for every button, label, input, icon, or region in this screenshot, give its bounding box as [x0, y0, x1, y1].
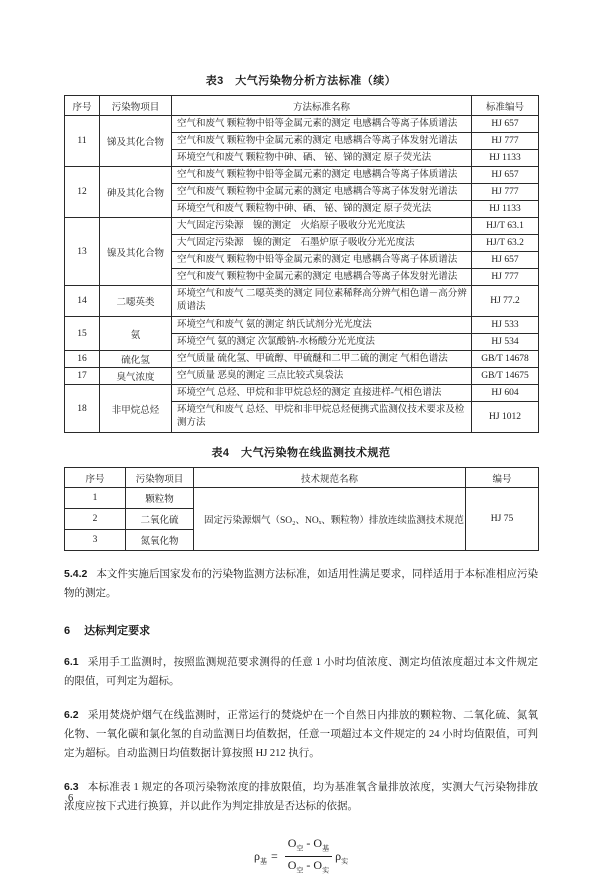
- pollutant-cell: 氮氧化物: [126, 530, 194, 551]
- pollutant-cell: 二噁英类: [100, 286, 172, 317]
- code-cell: HJ 1133: [472, 150, 539, 167]
- formula-lhs: $\rho_基$: [253, 848, 267, 866]
- table-row: [65, 167, 539, 184]
- table-row: [65, 317, 539, 334]
- seq-cell: 2: [65, 509, 126, 530]
- code-cell: HJ 777: [472, 133, 539, 150]
- method-cell: 空气和废气 颗粒物中铅等金属元素的测定 电感耦合等离子体质谱法: [172, 167, 472, 184]
- code-cell: HJ 777: [472, 184, 539, 201]
- table4-header-row: [65, 468, 539, 488]
- method-cell: 环境空气 氨的测定 次氯酸钠-水杨酸分光光度法: [172, 334, 472, 351]
- method-cell: 空气和废气 颗粒物中铅等金属元素的测定 电感耦合等离子体质谱法: [172, 116, 472, 133]
- col-header-pollutant: 污染物项目: [126, 468, 194, 488]
- table3-header-row: [65, 96, 539, 116]
- col-header-seq: 序号: [65, 96, 100, 116]
- seq-cell: 1: [65, 488, 126, 509]
- clause-text: 采用手工监测时，按照监测规范要求测得的任意 1 小时均值浓度、测定均值浓度超过本文件规定的限值，可判定为超标。: [64, 657, 538, 687]
- formula-fraction: [285, 836, 332, 878]
- code-cell: GB/T 14678: [472, 351, 539, 368]
- table-row: [65, 368, 539, 385]
- clause-number: 6.3: [64, 781, 79, 793]
- method-cell: 大气固定污染源 镍的测定 石墨炉原子吸收分光光度法: [172, 235, 472, 252]
- table-row: [65, 218, 539, 235]
- clause-6-2: [64, 706, 538, 763]
- section-6-heading: [64, 622, 538, 638]
- table-row: [65, 116, 539, 133]
- table4-title: 表4 大气污染物在线监测技术规范: [211, 447, 391, 459]
- clause-number: 5.4.2: [64, 568, 88, 580]
- seq-cell: 3: [65, 530, 126, 551]
- method-cell: 空气和废气 颗粒物中金属元素的测定 电感耦合等离子体发射光谱法: [172, 133, 472, 150]
- pollutant-cell: 非甲烷总烃: [100, 385, 172, 433]
- col-header-spec: 技术规范名称: [194, 468, 466, 488]
- seq-cell: 13: [65, 218, 100, 286]
- pollutant-cell: 硫化氢: [100, 351, 172, 368]
- seq-cell: 18: [65, 385, 100, 433]
- seq-cell: 17: [65, 368, 100, 385]
- col-header-seq: 序号: [65, 468, 126, 488]
- page-number: 6: [68, 793, 74, 804]
- equals-sign: =: [270, 848, 278, 863]
- code-cell: HJ 657: [472, 167, 539, 184]
- pollutant-cell: 二氧化硫: [126, 509, 194, 530]
- seq-cell: 16: [65, 351, 100, 368]
- clause-number: 6.1: [64, 656, 79, 668]
- method-cell: 环境空气和废气 氨的测定 纳氏试剂分光光度法: [172, 317, 472, 334]
- clause-5-4-2: [64, 565, 538, 603]
- seq-cell: 14: [65, 286, 100, 317]
- code-cell: HJ 533: [472, 317, 539, 334]
- method-cell: 环境空气和废气 颗粒物中砷、硒、 铋、锑的测定 原子荧光法: [172, 201, 472, 218]
- clause-6-1: [64, 653, 538, 691]
- col-header-pollutant: 污染物项目: [100, 96, 172, 116]
- table-row: [65, 351, 539, 368]
- pollutant-cell: 锑及其化合物: [100, 116, 172, 167]
- code-cell: HJ 75: [466, 488, 539, 551]
- fraction-denominator: $O_空 - O_实$: [287, 858, 330, 875]
- clause-6-3: [64, 778, 538, 816]
- seq-cell: 11: [65, 116, 100, 167]
- method-cell: 环境空气和废气 总烃、甲烷和非甲烷总烃便携式监测仪技术要求及检测方法: [172, 402, 472, 433]
- code-cell: HJ 1133: [472, 201, 539, 218]
- code-cell: HJ 657: [472, 252, 539, 269]
- oxygen-correction-formula: [64, 836, 538, 878]
- method-cell: 环境空气和废气 颗粒物中砷、硒、 铋、锑的测定 原子荧光法: [172, 150, 472, 167]
- page-content: [64, 0, 538, 878]
- code-cell: HJ 657: [472, 116, 539, 133]
- table-row: [65, 385, 539, 402]
- table3-analysis-methods: [64, 95, 539, 433]
- seq-cell: 15: [65, 317, 100, 351]
- method-cell: 环境空气 总烃、甲烷和非甲烷总烃的测定 直接进样-气相色谱法: [172, 385, 472, 402]
- table-row: [65, 286, 539, 317]
- table3-title: 表3 大气污染物分析方法标准（续）: [205, 75, 397, 87]
- code-cell: HJ 1012: [472, 402, 539, 433]
- col-header-code: 编号: [466, 468, 539, 488]
- pollutant-cell: 氨: [100, 317, 172, 351]
- code-cell: HJ/T 63.2: [472, 235, 539, 252]
- method-cell: 空气质量 恶臭的测定 三点比较式臭袋法: [172, 368, 472, 385]
- method-cell: 空气质量 硫化氢、甲硫醇、甲硫醚和二甲二硫的测定 气相色谱法: [172, 351, 472, 368]
- pollutant-cell: 颗粒物: [126, 488, 194, 509]
- table4-online-monitoring: [64, 467, 539, 551]
- section-heading-text: 达标判定要求: [84, 625, 151, 637]
- clause-number: 6.2: [64, 709, 79, 721]
- col-header-method: 方法标准名称: [172, 96, 472, 116]
- method-cell: 空气和废气 颗粒物中金属元素的测定 电感耦合等离子体发射光谱法: [172, 184, 472, 201]
- pollutant-cell: 砷及其化合物: [100, 167, 172, 218]
- method-cell: 大气固定污染源 镍的测定 火焰原子吸收分光光度法: [172, 218, 472, 235]
- code-cell: HJ 777: [472, 269, 539, 286]
- clause-text: 本文件实施后国家发布的污染物监测方法标准，如适用性满足要求，同样适用于本标准相应污染物的测定。: [64, 569, 538, 599]
- clause-text: 本标准表 1 规定的各项污染物浓度的排放限值，均为基准氧含量排放浓度，实测大气污染物排放浓度应按下式进行换算，并以此作为判定排放是否达标的依据。: [64, 782, 538, 812]
- code-cell: HJ 77.2: [472, 286, 539, 317]
- table-row: [65, 488, 539, 509]
- pollutant-cell: 臭气浓度: [100, 368, 172, 385]
- col-header-code: 标准编号: [472, 96, 539, 116]
- pollutant-cell: 镍及其化合物: [100, 218, 172, 286]
- method-cell: 空气和废气 颗粒物中铅等金属元素的测定 电感耦合等离子体质谱法: [172, 252, 472, 269]
- code-cell: HJ/T 63.1: [472, 218, 539, 235]
- code-cell: HJ 534: [472, 334, 539, 351]
- spec-name-cell: 固定污染源烟气（SO₂、NOₓ、颗粒物）排放连续监测技术规范: [194, 488, 466, 551]
- method-cell: 环境空气和废气 二噁英类的测定 同位素稀释高分辨气相色谱－高分辨质谱法: [172, 286, 472, 317]
- seq-cell: 12: [65, 167, 100, 218]
- code-cell: HJ 604: [472, 385, 539, 402]
- clause-number: 6: [64, 625, 71, 637]
- method-cell: 空气和废气 颗粒物中金属元素的测定 电感耦合等离子体发射光谱法: [172, 269, 472, 286]
- code-cell: GB/T 14675: [472, 368, 539, 385]
- formula-rhs: $\rho_实$: [335, 848, 349, 866]
- fraction-numerator: $O_空 - O_基$: [285, 836, 332, 857]
- clause-text: 采用焚烧炉烟气在线监测时，正常运行的焚烧炉在一个自然日内排放的颗粒物、二氧化硫、氮氧化物、一氧化碳和氯化氢的自动监测日均值数据，任意一项超过本文件规定的 24 小时均值限值，可判定为超标。自动监测日均值数据计算按照 HJ 212 执行。: [64, 710, 538, 759]
